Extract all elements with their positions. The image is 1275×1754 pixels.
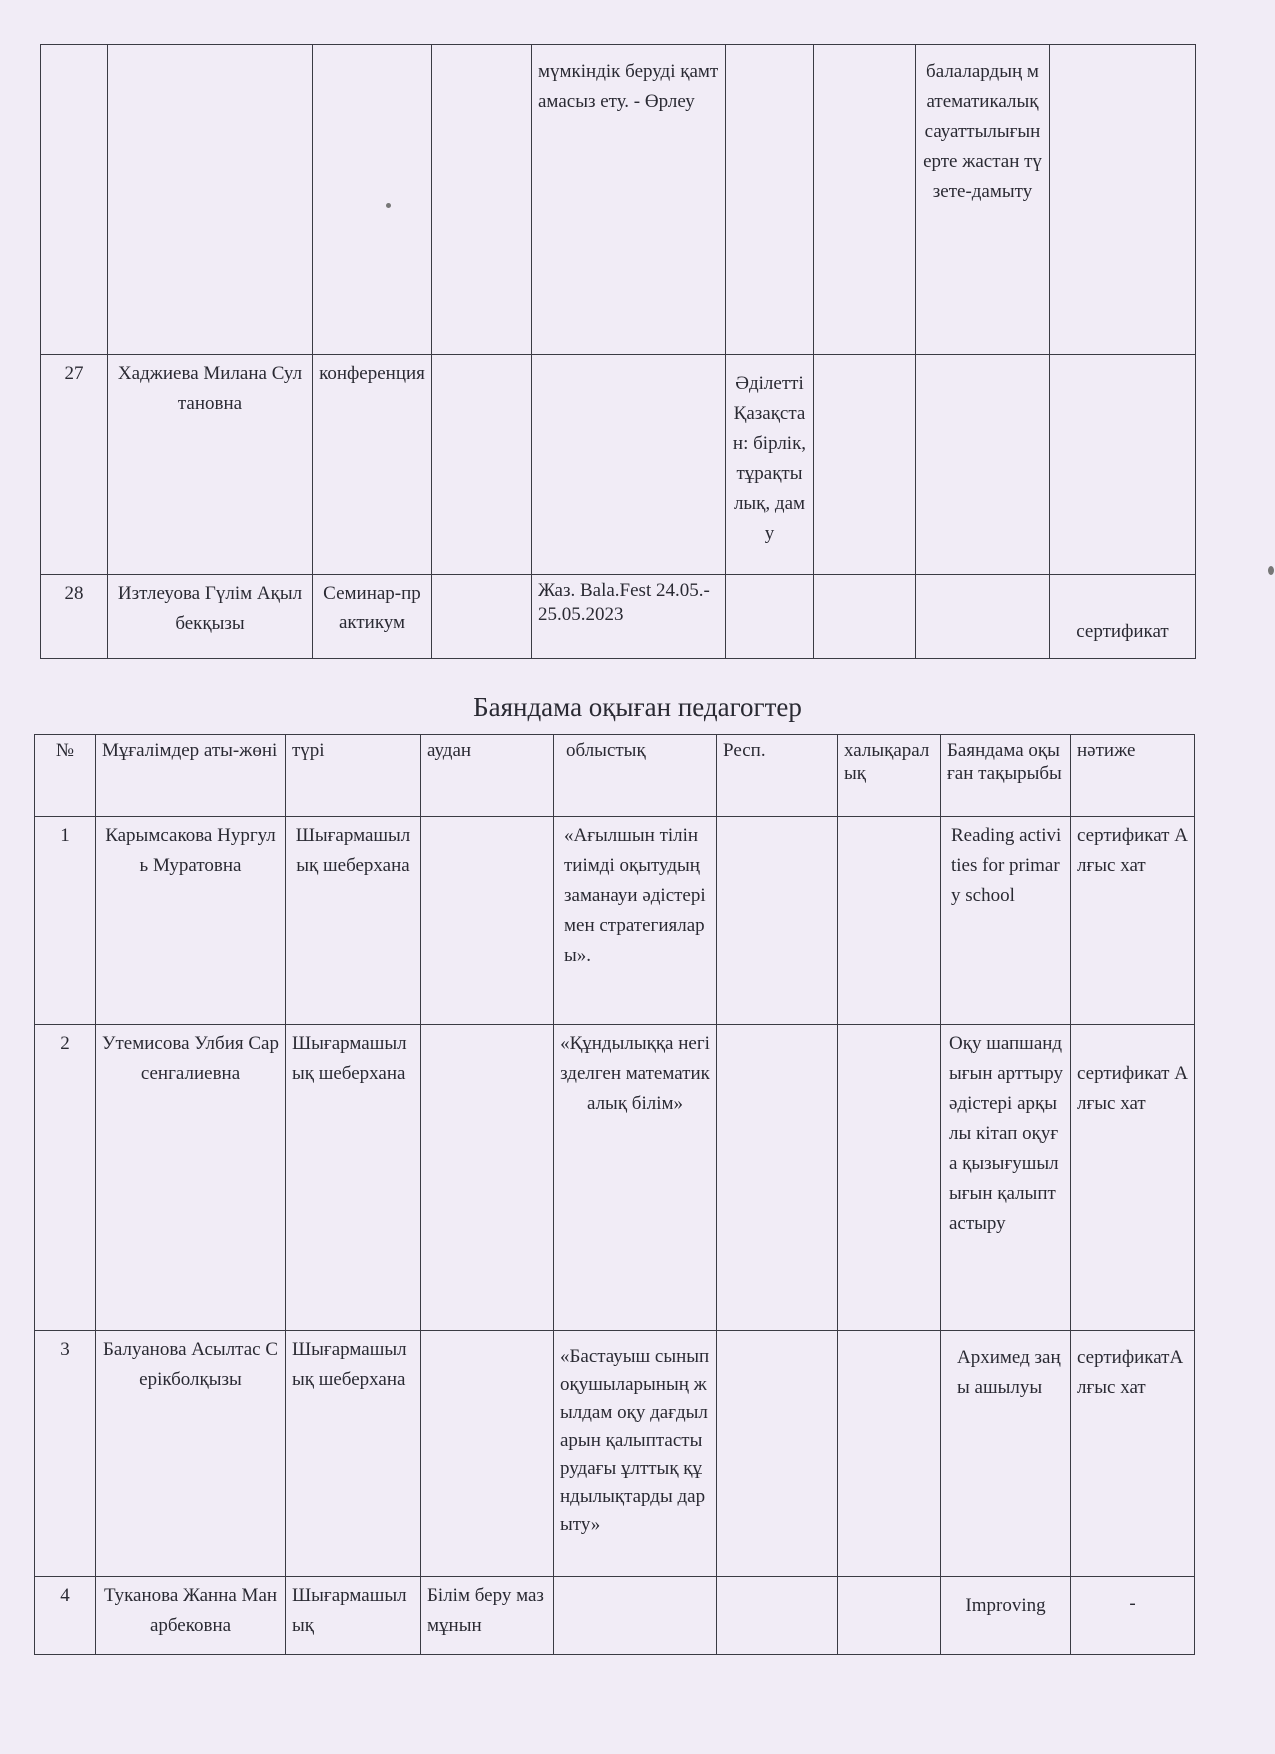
- result: сертификат Алғыс хат: [1071, 1025, 1195, 1331]
- participants-table-continued: [40, 44, 1196, 659]
- report-topic: [916, 575, 1050, 659]
- report-topic: Reading activities for primary school: [941, 817, 1071, 1025]
- teacher-name: Хаджиева Милана Султановна: [108, 355, 313, 575]
- district-level: [432, 355, 532, 575]
- report-topic: Архимед заңы ашылуы: [941, 1331, 1071, 1577]
- teacher-name: Туканова Жанна Манарбековна: [96, 1577, 286, 1655]
- republic-level: Әділетті Қазақстан: бірлік, тұрақтылық, даму: [726, 355, 814, 575]
- teacher-name: Утемисова Улбия Сарсенгалиевна: [96, 1025, 286, 1331]
- regional-level: [532, 355, 726, 575]
- row-number: 28: [41, 575, 108, 659]
- table-header-row: [35, 735, 1195, 817]
- header-result: нәтиже: [1071, 735, 1195, 817]
- scan-speck: [386, 203, 391, 208]
- teacher-name: Карымсакова Нургуль Муратовна: [96, 817, 286, 1025]
- district-level: [421, 1331, 554, 1577]
- header-district: аудан: [421, 735, 554, 817]
- row-number: 2: [35, 1025, 96, 1331]
- result: сертификатАлғыс хат: [1071, 1331, 1195, 1577]
- header-regional: облыстық: [554, 735, 717, 817]
- result: -: [1071, 1577, 1195, 1655]
- international-level: [838, 1577, 941, 1655]
- regional-level: Жаз. Bala.Fest 24.05.-25.05.2023: [532, 575, 726, 659]
- district-level: [432, 45, 532, 355]
- header-topic: Баяндама оқыған тақырыбы: [941, 735, 1071, 817]
- table-row: [35, 1025, 1195, 1331]
- table-row: [41, 45, 1196, 355]
- row-number: 4: [35, 1577, 96, 1655]
- table-row: [35, 817, 1195, 1025]
- row-number: 1: [35, 817, 96, 1025]
- header-type: түрі: [286, 735, 421, 817]
- republic-level: [726, 575, 814, 659]
- event-type: конференция: [313, 355, 432, 575]
- district-level: [421, 817, 554, 1025]
- international-level: [838, 817, 941, 1025]
- regional-level: «Бастауыш сынып оқушыларының жылдам оқу дағдыларын қалыптастырудағы ұлттық құндылықтарды дарыту»: [554, 1331, 717, 1577]
- international-level: [838, 1025, 941, 1331]
- teacher-name: Изтлеуова Гүлім Ақылбекқызы: [108, 575, 313, 659]
- table-row: [41, 355, 1196, 575]
- republic-level: [717, 1577, 838, 1655]
- report-topic: Improving: [941, 1577, 1071, 1655]
- district-level: [432, 575, 532, 659]
- speakers-table: [34, 734, 1195, 1655]
- report-topic: балалардың математикалық сауаттылығын ерте жастан түзете-дамыту: [916, 45, 1050, 355]
- header-num: №: [35, 735, 96, 817]
- report-topic: Оқу шапшандығын арттыру әдістері арқылы кітап оқуға қызығушылығын қалыптастыру: [941, 1025, 1071, 1331]
- teacher-name: [108, 45, 313, 355]
- table-row: [35, 1577, 1195, 1655]
- event-type: Семинар-практикум: [313, 575, 432, 659]
- international-level: [838, 1331, 941, 1577]
- district-level: [421, 1025, 554, 1331]
- republic-level: [717, 1331, 838, 1577]
- scan-speck: [1268, 566, 1274, 575]
- table-row: [41, 575, 1196, 659]
- result: [1050, 45, 1196, 355]
- event-type: [313, 45, 432, 355]
- section-title: Баяндама оқыған педагогтер: [473, 692, 802, 722]
- event-type: Шығармашылық шеберхана: [286, 1025, 421, 1331]
- event-type: Шығармашылық шеберхана: [286, 1331, 421, 1577]
- regional-level: мүмкіндік беруді қамтамасыз ету. - Өрлеу: [532, 45, 726, 355]
- district-level: Білім беру мазмұнын: [421, 1577, 554, 1655]
- international-level: [814, 575, 916, 659]
- event-type: Шығармашылық шеберхана: [286, 817, 421, 1025]
- republic-level: [726, 45, 814, 355]
- event-type: Шығармашылық: [286, 1577, 421, 1655]
- result: сертификат Алғыс хат: [1071, 817, 1195, 1025]
- row-number: 3: [35, 1331, 96, 1577]
- table-row: [35, 1331, 1195, 1577]
- international-level: [814, 355, 916, 575]
- republic-level: [717, 1025, 838, 1331]
- report-topic: [916, 355, 1050, 575]
- result: сертификат: [1050, 575, 1196, 659]
- result: [1050, 355, 1196, 575]
- row-number: [41, 45, 108, 355]
- republic-level: [717, 817, 838, 1025]
- international-level: [814, 45, 916, 355]
- regional-level: «Құндылыққа негізделген математикалық білім»: [554, 1025, 717, 1331]
- regional-level: [554, 1577, 717, 1655]
- header-republic: Респ.: [717, 735, 838, 817]
- row-number: 27: [41, 355, 108, 575]
- teacher-name: Балуанова Асылтас Серікболқызы: [96, 1331, 286, 1577]
- regional-level: «Ағылшын тілін тиімді оқытудың заманауи әдістері мен стратегиялары».: [554, 817, 717, 1025]
- header-name: Мұғалімдер аты-жөні: [96, 735, 286, 817]
- header-international: халықаралық: [838, 735, 941, 817]
